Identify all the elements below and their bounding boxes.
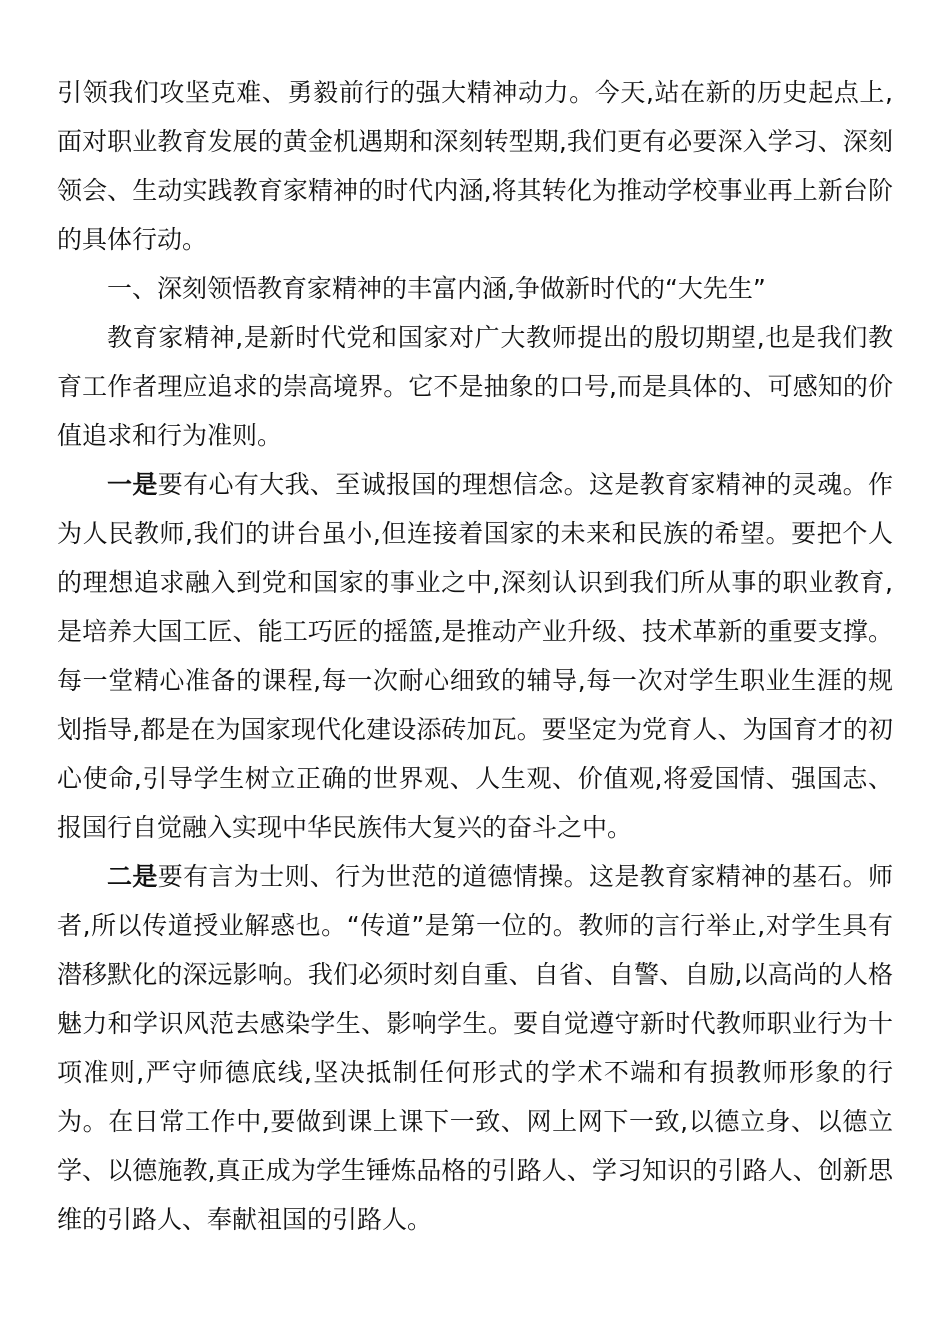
paragraph-intro: 教育家精神,是新时代党和国家对广大教师提出的殷切期望,也是我们教育工作者理应追求的崇高境界。它不是抽象的口号,而是具体的、可感知的价值追求和行为准则。 (57, 323, 893, 450)
point-one-lead: 一是 (107, 470, 158, 499)
point-two-lead: 二是 (107, 862, 158, 891)
document-page (57, 68, 893, 1244)
paragraph-point-one (57, 460, 893, 852)
paragraph-point-two (57, 852, 893, 1244)
section-heading: 一、深刻领悟教育家精神的丰富内涵,争做新时代的“大先生” (107, 274, 766, 303)
point-two-text: 要有言为士则、行为世范的道德情操。这是教育家精神的基石。师者,所以传道授业解惑也。“传道”是第一位的。教师的言行举止,对学生具有潜移默化的深远影响。我们必须时刻自重、自省、自警、自励,以高尚的人格魅力和学识风范去感染学生、影响学生。要自觉遵守新时代教师职业行为十项准则,严守师德底线,坚决抵制任何形式的学术不端和有损教师形象的行为。在日常工作中,要做到课上课下一致、网上网下一致,以德立身、以德立学、以德施教,真正成为学生锤炼品格的引路人、学习知识的引路人、创新思维的引路人、奉献祖国的引路人。 (57, 862, 893, 1234)
paragraph-continuation: 引领我们攻坚克难、勇毅前行的强大精神动力。今天,站在新的历史起点上,面对职业教育发展的黄金机遇期和深刻转型期,我们更有必要深入学习、深刻领会、生动实践教育家精神的时代内涵,将其转化为推动学校事业再上新台阶的具体行动。 (57, 78, 893, 254)
point-one-text: 要有心有大我、至诚报国的理想信念。这是教育家精神的灵魂。作为人民教师,我们的讲台虽小,但连接着国家的未来和民族的希望。要把个人的理想追求融入到党和国家的事业之中,深刻认识到我们所从事的职业教育,是培养大国工匠、能工巧匠的摇篮,是推动产业升级、技术革新的重要支撑。每一堂精心准备的课程,每一次耐心细致的辅导,每一次对学生职业生涯的规划指导,都是在为国家现代化建设添砖加瓦。要坚定为党育人、为国育才的初心使命,引导学生树立正确的世界观、人生观、价值观,将爱国情、强国志、报国行自觉融入实现中华民族伟大复兴的奋斗之中。 (57, 470, 893, 842)
